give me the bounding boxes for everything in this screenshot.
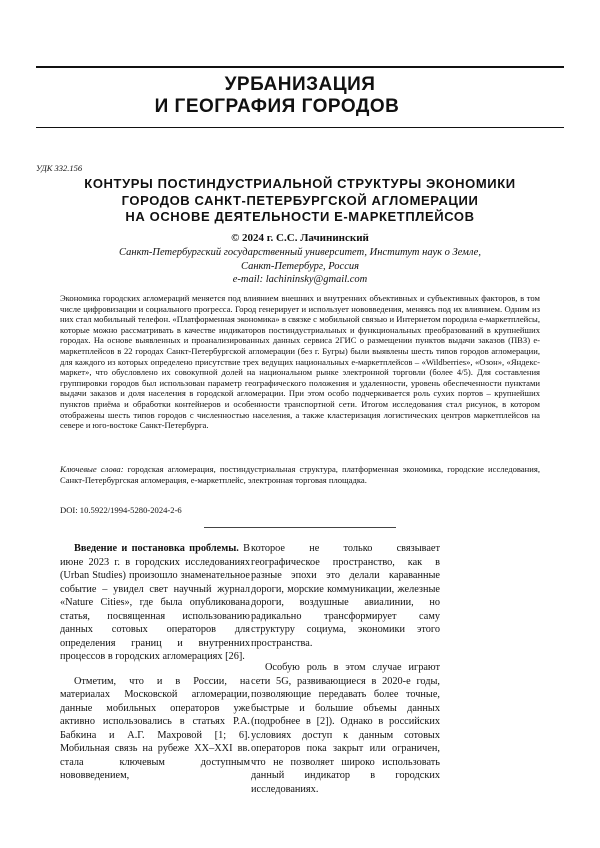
udk-code: УДК 332.156 <box>36 163 83 173</box>
paragraph <box>60 542 250 664</box>
paragraph-text: В июне 2023 г. в городских исследованиях (Urban Studies) произошло знаменательное событие – увидел свет научный журнал «Nature Cities», где была опубликована статья, посвященная использованию данных сотовых операторов для определения границ и внутренних процессов в городских агломерациях [26]. <box>60 543 250 662</box>
keywords-text: городская агломерация, постиндустриальная структура, платформенная экономика, городские исследования, Санкт-Петербургская агломерация, е-маркетплейс, электронная торговая площадка. <box>60 464 540 485</box>
section-bottom-rule <box>36 127 564 128</box>
section-top-rule <box>36 66 564 68</box>
article-title-line3: НА ОСНОВЕ ДЕЯТЕЛЬНОСТИ Е-МАРКЕТПЛЕЙСОВ <box>125 209 475 224</box>
paragraph-text: Особую роль в этом случае играют сети 5G, развивающиеся в 2020-е годы, позволяющие передавать более точные, быстрые и большие объемы данных (подробнее в [2]). Однако в российских условиях доступ к данным сотовых операторов пока закрыт или ограничен, что не позволяет широко использовать данный индикатор в городских исследованиях. <box>251 662 440 795</box>
paragraph <box>251 542 440 650</box>
article-title <box>36 176 564 226</box>
keywords <box>60 464 540 485</box>
body-column-left <box>60 542 250 783</box>
paragraph-text: Отметим, что и в России, на материалах Московской агломерации, данные мобильных операторов уже активно использовались в статьях Р.А. Бабкина и А.Г. Махровой [1; 6]. Мобильная связь на рубеже XX–XXI вв. стала ключевым доступным нововведением, <box>60 675 250 781</box>
doi: DOI: 10.5922/1994-5280-2024-2-6 <box>60 505 182 515</box>
article-title-line2: ГОРОДОВ САНКТ-ПЕТЕРБУРГСКОЙ АГЛОМЕРАЦИИ <box>121 192 479 208</box>
affiliation-line1: Санкт-Петербургский государственный университет, Институт наук о Земле, <box>119 247 481 258</box>
author-email: e-mail: lachininsky@gmail.com <box>232 274 368 285</box>
separator-line <box>204 527 396 528</box>
body-column-right <box>251 542 440 796</box>
affiliation-line2: Санкт-Петербург, Россия <box>241 260 359 272</box>
abstract: Экономика городских агломераций меняется под влиянием внешних и внутренних объективных и субъективных факторов, в том числе цифровизации и социального прогресса. Город генерирует и использует нововведения, меняясь под их влиянием. Одним из них стал мобильный телефон. «Платформенная экономика» в связке с мобильной связью и Интернетом породила е-маркетплейсы, которые можно рассматривать в качестве индикаторов постиндустриальных и функциональных преобразований в крупнейших городах. На основе выявленных и проанализированных данных сервиса 2ГИС о размещении пунктов выдачи заказов (ПВЗ) е-маркетплейсов в 22 городах Санкт-Петербургской агломерации (без г. Бугры) были выявлены шесть типов городов агломерации, для каждого из которых определено присутствие трех ведущих национальных е-маркетплейсов – «Wildberries», «Озон», «Яндекс-маркет», что обусловлено их совокупной долей на национальном рынке электронной торговли (более 4/5). Для составления группировки городов был использован параметр географического положения и удаленности, уровень обеспеченности пунктами выдачи заказов и доля населения в городской агломерации. При этом особо подчеркивается роль сухих портов – крупнейших пунктов приёма и обработки контейнеров и особенности транспортной сети. Итогом исследования стал рисунок, в котором отображены шесть типов городов с численностью населения, а также кластеризация логистических центров маркетплейсов на севере и юго-востоке Санкт-Петербурга. <box>60 293 540 431</box>
author-line: © 2024 г. С.С. Лачининский <box>231 232 369 244</box>
section-title-line1: УРБАНИЗАЦИЯ <box>224 74 376 95</box>
section-title <box>0 74 600 118</box>
paragraph <box>60 675 250 783</box>
paragraph-text: которое не только связывает географическое пространство, как в разные эпохи это делали караванные дороги, морские коммуникации, железные дороги, воздушные авиалинии, но радикально трансформирует саму структуру социума, экономики этого пространства. <box>251 543 440 649</box>
section-title-line2: И ГЕОГРАФИЯ ГОРОДОВ <box>154 96 400 117</box>
paragraph <box>251 661 440 796</box>
keywords-label: Ключевые слова: <box>60 464 124 474</box>
section-heading: Введение и постановка проблемы. <box>74 543 239 554</box>
article-title-line1: КОНТУРЫ ПОСТИНДУСТРИАЛЬНОЙ СТРУКТУРЫ ЭКОНОМИКИ <box>84 176 516 191</box>
affiliation <box>36 246 564 287</box>
